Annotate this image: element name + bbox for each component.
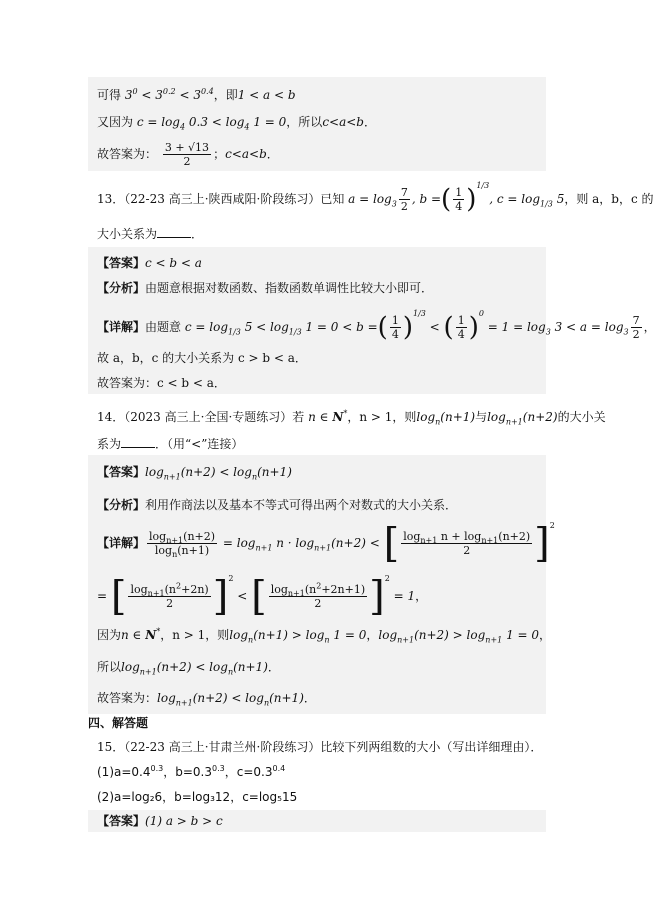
q15-part-2: (2)a=log₂6，b=log₃12，c=log₅15 xyxy=(97,790,298,804)
q13-conclusion: 故 a，b，c 的大小关系为 c > b < a． xyxy=(97,351,307,365)
q13-analysis: 【分析】由题意根据对数函数、指数函数单调性比较大小即可． xyxy=(97,281,434,295)
q14-because: 因为n ∈ N*，n > 1，则$\log_n(n+1) > \log_n 1 = 0$，$\log_{n+1}(n+2) > \log_{n+1} 1 = 0$， xyxy=(97,627,552,645)
q12-line-1: 可得 $3^0 < 3^{0.2} < 3^{0.4}$，即1 < a < b xyxy=(97,87,296,102)
answer-blank xyxy=(157,225,191,238)
q14-so: 所以$\log_{n+1}(n+2) < \log_n(n+1)$． xyxy=(97,660,280,677)
q13-answer: 【答案】c < b < a xyxy=(97,256,202,270)
q14-analysis: 【分析】利用作商法以及基本不等式可得出两个对数式的大小关系． xyxy=(97,498,458,512)
q14-answer: 【答案】$\log_{n+1}(n+2) < \log_n(n+1)$ xyxy=(97,465,292,482)
q13-question-line-2: 大小关系为 ． xyxy=(97,227,204,241)
q14-question-line-2: 系为 ．（用“<”连接） xyxy=(97,437,244,451)
q12-line-3: 故答案为： $\frac{3 + √13}{2}$ ；c<a<b． xyxy=(97,141,279,168)
q13-final: 故答案为：c < b < a． xyxy=(97,376,226,390)
section-title: 四、解答题 xyxy=(88,716,149,730)
q15-part-1: $(1)a=0.4^{0.3}$，$b=0.3^{0.3}$，$c=0.3^{0.4}$ xyxy=(97,764,286,779)
q15-answer: 【答案】(1) a > b > c xyxy=(97,814,223,828)
q13-question: 13．（22-23 高三上·陕西咸阳·阶段练习）已知 $a = \log_3$ $\frac{7}{2}$ , b =( $\frac{1}{4}$ )$^{1/3}$, $c = \log_{1/3} 5$，则 a，b，c 的 xyxy=(97,181,654,215)
q14-question: 14．（2023 高三上·全国·专题练习）若 n ∈ N*，n > 1，则$\log_n(n+1)$与$\log_{n+1}(n+2)$的大小关 xyxy=(97,409,606,427)
q14-detail-line-2: = [ $\frac{\log_{n+1}(n^2+2n)}{2}$ ]$^2$ < [ $\frac{\log_{n+1}(n^2+2n+1)}{2}$ ]$^2$ = 1， xyxy=(97,573,428,620)
q12-line-2: 又因为 $c = \log_4 0.3 < \log_4 1 = 0$，所以c<a<b． xyxy=(97,115,376,132)
q13-detail: 【详解】由题意 $c = \log_{1/3} 5 < \log_{1/3} 1 = 0 < b$ =( $\frac{1}{4}$ )$^{1/3}$ < ( $\frac{1}{4}$ )$^0 = 1 = \log_3 3 < a = \log_3$ $\frac{7}{2}$ ， xyxy=(97,309,656,343)
q14-detail: 【详解】 $\frac{\log_{n+1}(n+2)}{\log_n(n+1)}$ = $\log_{n+1} n \cdot \log_{n+1}(n+2)$ < [ $\frac{\log_{n+1} n + \log_{n+1}(n+2)}{2}$ ]$^2$ xyxy=(97,520,555,567)
q14-final: 故答案为：$\log_{n+1}(n+2) < \log_n(n+1)$． xyxy=(97,691,316,708)
q15-question: 15．（22-23 高三上·甘肃兰州·阶段练习）比较下列两组数的大小（写出详细理由）． xyxy=(97,740,543,754)
answer-blank xyxy=(121,435,155,448)
